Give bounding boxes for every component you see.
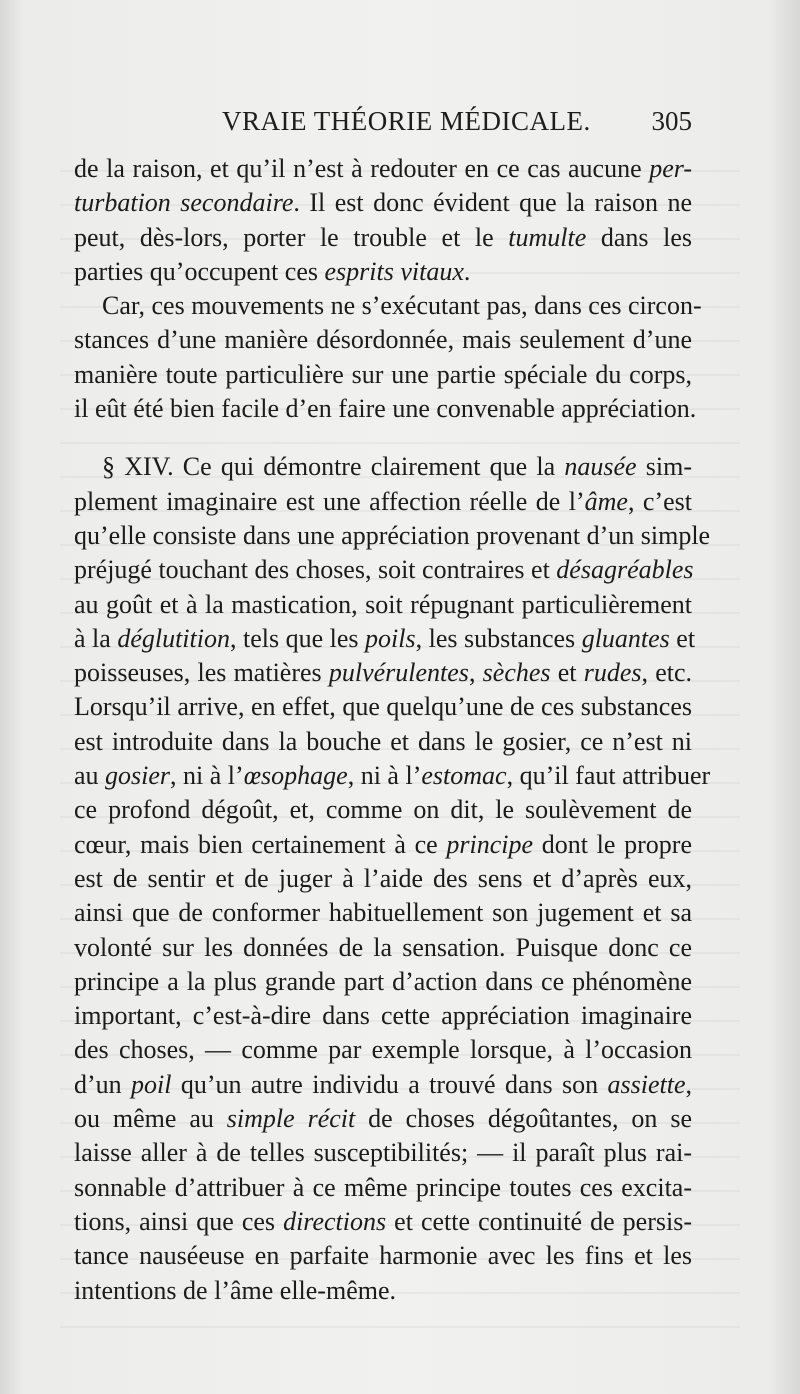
text-run: de la raison, et qu’il n’est à redouter en ce cas aucune	[74, 154, 650, 183]
text-run: au	[74, 761, 106, 791]
text-run: ou même au	[74, 1104, 227, 1134]
text-run: tions, ainsi que ces	[74, 1206, 284, 1236]
text-run: à la	[74, 623, 118, 653]
text-run: qu’elle consiste dans une appréciation provenant d’un simple	[74, 520, 711, 550]
text-line	[74, 152, 692, 186]
text-line	[74, 186, 692, 220]
text-line	[74, 656, 692, 690]
italic-text: désagréables	[556, 555, 694, 585]
italic-text: nausée	[564, 452, 637, 482]
italic-text: estomac	[421, 761, 507, 791]
text-line	[74, 1136, 692, 1170]
text-line	[74, 1171, 692, 1205]
text-run: Lorsqu’il arrive, en effet, que quelqu’une de ces substances	[74, 692, 692, 722]
text-run: d’un	[74, 1069, 132, 1099]
italic-text: simple récit	[226, 1104, 356, 1134]
text-run: laisse aller à de telles susceptibilités; — il paraît plus rai-	[74, 1138, 692, 1168]
text-run: intentions de l’âme elle-même.	[74, 1275, 396, 1305]
text-line	[74, 485, 692, 519]
italic-text: déglutition	[117, 623, 230, 653]
text-run: § XIV. Ce qui démontre clairement que la	[102, 452, 565, 482]
text-run: qu’un autre individu a trouvé dans son	[171, 1069, 608, 1099]
text-run: important, c’est-à-dire dans cette appréciation imaginaire	[74, 1001, 692, 1031]
text-line	[74, 1274, 692, 1308]
text-line	[74, 450, 692, 484]
text-run: est de sentir et de juger à l’aide des sens et d’après eux,	[74, 863, 692, 893]
text-run: au goût et à la mastication, soit répugnant particulièrement	[74, 589, 692, 619]
text-line	[74, 965, 692, 999]
running-head: VRAIE THÉORIE MÉDICALE.	[222, 106, 591, 136]
text-line	[74, 221, 692, 255]
text-run: , tels que les	[229, 623, 366, 653]
italic-text: assiette	[607, 1069, 686, 1099]
text-run: ainsi que de conformer habituellement son jugement et sa	[74, 898, 692, 928]
text-line	[74, 1205, 692, 1239]
text-run: , les substances	[415, 623, 582, 653]
text-run: , ni à l’	[347, 761, 422, 791]
paragraph-2	[74, 289, 702, 426]
text-run: principe a la plus grande part d’action dans ce phénomène	[74, 966, 692, 996]
text-line	[74, 1033, 692, 1067]
text-run: ce profond dégoût, et, comme on dit, le soulèvement de	[74, 795, 692, 825]
text-run: .	[463, 256, 471, 286]
text-run: dont le propre	[533, 829, 692, 859]
text-run: parties qu’occupent ces	[74, 256, 325, 286]
text-line	[74, 896, 692, 930]
text-line	[74, 588, 692, 622]
italic-text: gluantes	[581, 623, 670, 653]
text-run: manière toute particulière sur une partie spéciale du corps,	[74, 359, 692, 389]
paragraph-1	[74, 152, 692, 289]
text-line	[74, 519, 711, 553]
text-run: tance nauséeuse en parfaite harmonie avec les fins et les	[74, 1241, 692, 1271]
page-header	[74, 106, 702, 146]
text-run: sonnable d’attribuer à ce même principe toutes ces excita-	[74, 1172, 692, 1202]
italic-text: poil	[131, 1069, 172, 1099]
paragraph-section-xiv	[74, 450, 711, 1307]
text-line	[74, 255, 692, 289]
text-line	[74, 828, 692, 862]
italic-text: esprits vitaux	[324, 256, 464, 286]
italic-text: directions	[283, 1206, 387, 1236]
text-line	[74, 793, 692, 827]
text-run: Car, ces mouvements ne s’exécutant pas, dans ces circon-	[102, 291, 702, 321]
text-line	[74, 1102, 692, 1136]
text-line	[74, 289, 702, 323]
text-line	[74, 690, 692, 724]
text-run: il eût été bien facile d’en faire une convenable appréciation.	[74, 394, 697, 424]
italic-text: turbation secondaire	[74, 188, 294, 218]
text-run: volonté sur les données de la sensation. Puisque donc ce	[74, 932, 692, 962]
text-line	[74, 392, 697, 426]
italic-text: œsophage	[243, 761, 348, 791]
text-run: , qu’il faut attribuer	[506, 761, 711, 791]
text-line	[74, 1068, 692, 1102]
text-run: dans les	[586, 222, 692, 252]
text-line	[74, 999, 692, 1033]
text-run: sim-	[636, 452, 692, 482]
text-run: plement imaginaire est une affection réelle de l’	[74, 486, 585, 516]
text-line	[74, 725, 692, 759]
text-run: peut, dès-lors, porter le trouble et le	[74, 222, 509, 252]
text-run: ,	[468, 658, 483, 688]
italic-text: pulvérulentes	[328, 658, 469, 688]
text-line	[74, 931, 692, 965]
text-run: , c’est	[627, 486, 692, 516]
text-run: , ni à l’	[170, 761, 244, 791]
text-line	[74, 358, 692, 392]
body-text	[74, 152, 711, 1308]
italic-text: principe	[446, 829, 534, 859]
text-run: et cette continuité de persis-	[386, 1206, 692, 1236]
text-line	[74, 622, 696, 656]
text-run: poisseuses, les matières	[74, 658, 329, 688]
text-run: préjugé touchant des choses, soit contraires et	[74, 555, 557, 585]
text-run: , etc.	[641, 658, 692, 688]
text-run: ,	[685, 1069, 692, 1099]
italic-text: poils	[365, 623, 416, 653]
italic-text: sèches	[482, 658, 551, 688]
text-run: cœur, mais bien certainement à ce	[74, 829, 447, 859]
italic-text: gosier	[105, 761, 171, 791]
text-run: et	[550, 658, 584, 688]
text-run: . Il est donc évident que la raison ne	[293, 188, 692, 218]
text-run: des choses, — comme par exemple lorsque, à l’occasion	[74, 1035, 692, 1065]
text-run: est introduite dans la bouche et dans le gosier, ce n’est ni	[74, 726, 692, 756]
italic-text: âme	[584, 486, 628, 516]
text-line	[74, 1239, 692, 1273]
text-line	[74, 323, 692, 357]
italic-text: tumulte	[508, 222, 587, 252]
italic-text: per-	[649, 154, 692, 183]
text-run: stances d’une manière désordonnée, mais seulement d’une	[74, 325, 692, 355]
text-run: de choses dégoûtantes, on se	[355, 1104, 692, 1134]
page-number: 305	[651, 106, 692, 136]
italic-text: rudes	[583, 658, 642, 688]
text-line	[74, 553, 692, 587]
text-run: et	[669, 623, 696, 653]
text-line	[74, 759, 711, 793]
text-line	[74, 862, 692, 896]
